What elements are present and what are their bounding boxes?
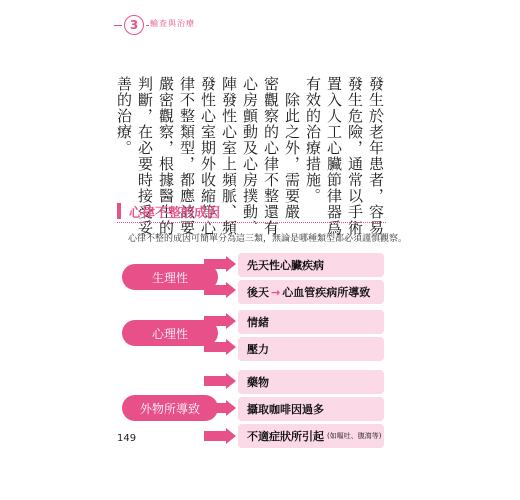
body-text-column: 發性心室期外收縮等心 [199,76,217,236]
arrow-right-icon [204,256,236,272]
body-text-column: 判斷，在必要時接受妥 [136,76,154,236]
body-text-column: 密觀察的心律不整還有 [262,76,280,236]
body-text-column: 嚴密觀察，根據醫生的 [157,76,175,236]
category-pill-psychological: 心理性 [122,320,218,346]
chapter-title: 輸查與治療 [150,19,195,28]
page-number: 149 [117,433,137,444]
body-text-column: 發生於老年患者，容易 [367,76,385,236]
arrow-right-icon [204,373,236,389]
cause-box [238,310,384,334]
arrow-right-icon [204,282,236,298]
section-intro: 心律不整的成因可簡單分為這三類，無論是哪種類型都必須謹慎觀察。 [128,234,408,244]
body-text-column: 善的治療。 [115,76,133,156]
arrow-right-icon [204,428,236,444]
cause-box [238,337,384,361]
body-text-column: 除此之外，需要嚴 [283,76,301,220]
cause-label: 藥物 [247,376,269,389]
body-text-column: 律不整類型，都應該要 [178,76,196,236]
body-text-column: 發生危險，通常以手術 [346,76,364,236]
arrow-icon: → [271,285,281,299]
chapter-rule-left [114,25,122,26]
category-pill-external: 外物所導致 [122,395,218,421]
cause-box [238,424,384,448]
cause-label: 不適症狀所引起 [247,430,324,443]
cause-box [238,253,384,277]
cause-label: 情緒 [247,316,269,329]
body-text-column: 心房顫動及心房撲動、 [241,76,259,236]
cause-box [238,370,384,394]
cause-label: 先天性心臟疾病 [247,259,324,272]
arrow-right-icon [204,313,236,329]
cause-box [238,397,384,421]
cause-note: (如嘔吐、腹瀉等) [327,432,382,440]
cause-label: 後天 [247,286,269,299]
cause-box [238,280,384,304]
body-text-column: 陣發性心室上頻脈、頻 [220,76,238,236]
cause-label: 心血管疾病所導致 [282,286,371,299]
chapter-number-badge: 3 [124,15,144,35]
heading-accent-bar [117,203,121,219]
chapter-rule-right [146,25,149,26]
body-text-column: 有效的治療措施。 [304,76,322,204]
arrow-right-icon [204,339,236,355]
cause-label: 攝取咖啡因過多 [247,403,324,416]
cause-label: 壓力 [247,343,269,356]
section-heading [117,200,386,223]
category-pill-physiological: 生理性 [122,264,218,290]
body-text-column: 置入人工心臟節律器爲 [325,76,343,236]
section-title: 心律不整的成因 [129,206,221,221]
arrow-right-icon [204,400,236,416]
